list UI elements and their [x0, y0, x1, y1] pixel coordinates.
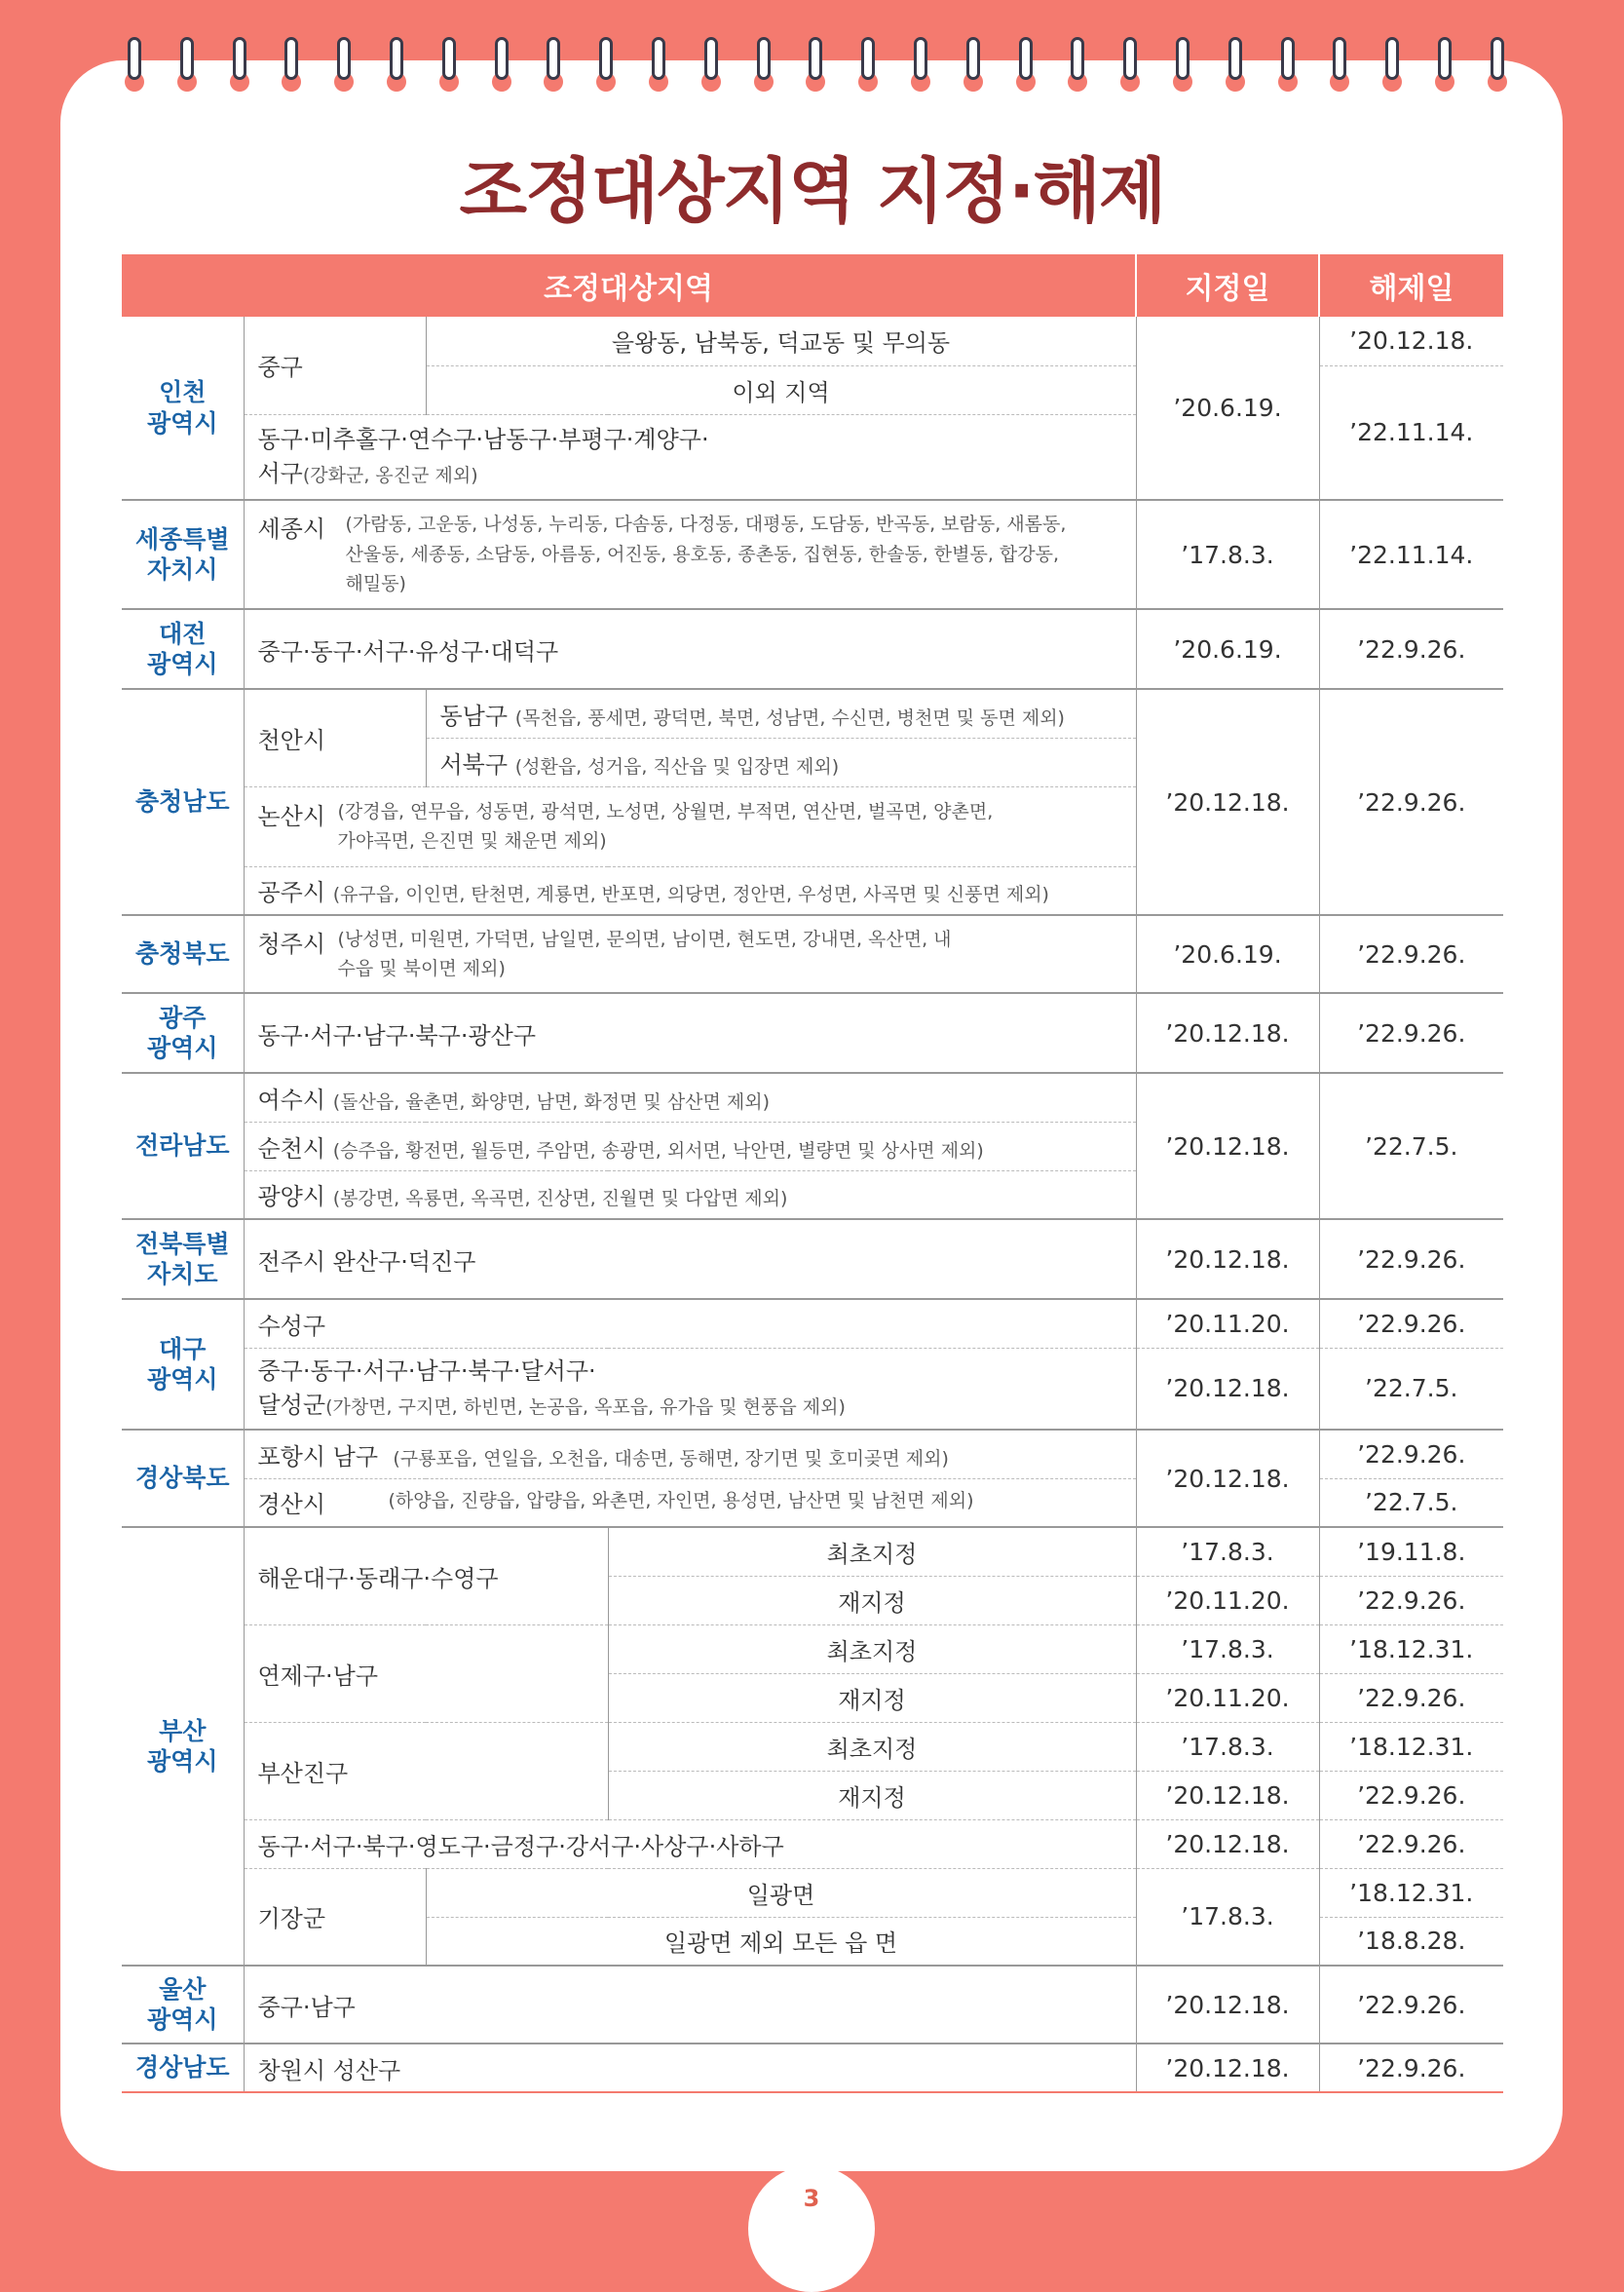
released-date: ’22.9.26. — [1319, 1219, 1503, 1299]
area-note: (강화군, 옹진군 제외) — [302, 464, 478, 486]
city-name: 청주시 — [257, 930, 326, 958]
region-name: 세종특별 자치시 — [122, 500, 244, 609]
table-row — [122, 609, 1503, 689]
designated-date: ’17.8.3. — [1136, 1527, 1319, 1576]
designation-type: 최초지정 — [608, 1722, 1136, 1771]
city-name: 순천시 — [257, 1134, 326, 1163]
binding-ring — [701, 37, 721, 92]
area-note: (승주읍, 황전면, 월등면, 주암면, 송광면, 외서면, 낙안면, 별량면 및 상사면 제외) — [332, 1139, 984, 1162]
binding-ring — [649, 37, 668, 92]
area-detail: 일광면 — [426, 1868, 1136, 1917]
area-detail: 일광면 제외 모든 읍 면 — [426, 1917, 1136, 1966]
region-name: 인천 광역시 — [147, 378, 218, 438]
released-date: ’22.9.26. — [1319, 1576, 1503, 1624]
region-name: 경상남도 — [122, 2044, 244, 2092]
binding-ring — [911, 37, 930, 92]
region-name: 충청남도 — [122, 689, 244, 915]
region-name: 경상북도 — [122, 1430, 244, 1527]
area-note: (하양읍, 진량읍, 압량읍, 와촌면, 자인면, 용성면, 남산면 및 남천면 제외) — [388, 1490, 974, 1512]
released-date: ’19.11.8. — [1319, 1527, 1503, 1576]
district-name: 동남구 — [439, 702, 509, 730]
area-detail: 창원시 성산구 — [244, 2044, 1136, 2092]
binding-ring — [439, 37, 459, 92]
region-name: 전라남도 — [122, 1073, 244, 1219]
table-row — [122, 1430, 1503, 1478]
binding-ring — [1382, 37, 1402, 92]
binding-ring — [1173, 37, 1192, 92]
released-date: ’20.12.18. — [1319, 317, 1503, 365]
released-date: ’18.12.31. — [1319, 1722, 1503, 1771]
released-date: ’18.8.28. — [1319, 1917, 1503, 1966]
area-detail: 수성구 — [244, 1299, 1136, 1348]
area-note: (낭성면, 미원면, 가덕면, 남일면, 문의면, 남이면, 현도면, 강내면, 옥산면, 내수읍 및 북이면 제외) — [337, 928, 952, 979]
district-name: 부산진구 — [244, 1722, 608, 1819]
area-note: (가람동, 고운동, 나성동, 누리동, 다솜동, 다정동, 대평동, 도담동, 반곡동, 보람동, 새롬동, 산울동, 세종동, 소담동, 아름동, 어진동, 용호동, 종촌동, 집현동, 한솔동, 한별동, 합강동, 해밀동) — [345, 514, 1067, 595]
area-detail — [244, 1122, 1136, 1170]
released-date: ’22.7.5. — [1319, 1073, 1503, 1219]
area-detail — [426, 738, 1136, 786]
table-header-row — [122, 254, 1503, 317]
city-name: 경산시 — [257, 1491, 326, 1519]
designated-date: ’17.8.3. — [1136, 1868, 1319, 1966]
released-date: ’18.12.31. — [1319, 1624, 1503, 1673]
binding-ring — [858, 37, 878, 92]
area-note: (가창면, 구지면, 하빈면, 논공읍, 옥포읍, 유가읍 및 현풍읍 제외) — [325, 1395, 846, 1418]
designated-date: ’20.12.18. — [1136, 1348, 1319, 1430]
city-name: 광양시 — [257, 1183, 326, 1211]
released-date: ’22.9.26. — [1319, 1966, 1503, 2044]
city-name: 세종시 — [257, 516, 326, 544]
binding-ring — [492, 37, 511, 92]
designation-type: 최초지정 — [608, 1527, 1136, 1576]
designated-date: ’20.6.19. — [1136, 609, 1319, 689]
released-date: ’22.9.26. — [1319, 993, 1503, 1073]
binding-ring — [230, 37, 249, 92]
designated-date: ’20.11.20. — [1136, 1576, 1319, 1624]
binding-ring — [334, 37, 354, 92]
table-row — [122, 1348, 1503, 1430]
area-line — [258, 1389, 1122, 1423]
city-name: 천안시 — [244, 689, 426, 786]
designated-date: ’20.12.18. — [1136, 1073, 1319, 1219]
district-name: 연제구·남구 — [244, 1624, 608, 1722]
released-date: ’22.9.26. — [1319, 1430, 1503, 1478]
table-row — [122, 689, 1503, 738]
area-main: 달성군 — [257, 1391, 326, 1419]
designated-date: ’20.12.18. — [1136, 1819, 1319, 1868]
binding-ring — [387, 37, 406, 92]
region-name: 부산 광역시 — [122, 1527, 244, 1966]
city-name: 공주시 — [257, 879, 326, 907]
binding-ring — [806, 37, 825, 92]
binding-ring — [1278, 37, 1298, 92]
designation-type: 재지정 — [608, 1771, 1136, 1819]
regulated-area-table — [122, 254, 1503, 2093]
area-detail: 동구·서구·남구·북구·광산구 — [244, 993, 1136, 1073]
designated-date: ’20.12.18. — [1136, 1966, 1319, 2044]
released-date: ’22.11.14. — [1319, 365, 1503, 500]
binding-ring — [1488, 37, 1507, 92]
area-note: (강경읍, 연무읍, 성동면, 광석면, 노성면, 상월면, 부적면, 연산면, 벌곡면, 양촌면, 가야곡면, 은진면 및 채운면 제외) — [337, 800, 994, 852]
designated-date: ’20.6.19. — [1136, 317, 1319, 500]
area-line: 동구·미추홀구·연수구·남동구·부평구·계양구· — [257, 425, 709, 453]
region-name: 광주 광역시 — [122, 993, 244, 1073]
table-row — [122, 500, 1503, 609]
area-note: (성환읍, 성거읍, 직산읍 및 입장면 제외) — [514, 755, 840, 778]
area-detail — [244, 1170, 1136, 1219]
area-detail — [244, 500, 1136, 609]
table-row — [122, 1868, 1503, 1917]
area-note: (구룡포읍, 연일읍, 오천읍, 대송면, 동해면, 장기면 및 호미곶면 제외) — [393, 1447, 949, 1470]
area-detail: 전주시 완산구·덕진구 — [244, 1219, 1136, 1299]
binding-ring — [1330, 37, 1349, 92]
designation-type: 재지정 — [608, 1673, 1136, 1722]
table-row — [122, 1073, 1503, 1122]
area-main: 서구 — [257, 459, 303, 487]
released-date: ’22.7.5. — [1319, 1348, 1503, 1430]
table-row — [122, 993, 1503, 1073]
table-row — [122, 1624, 1503, 1673]
released-date: ’22.9.26. — [1319, 1771, 1503, 1819]
binding-ring — [1016, 37, 1036, 92]
designation-type: 최초지정 — [608, 1624, 1136, 1673]
city-name: 논산시 — [257, 802, 326, 830]
district-name: 해운대구·동래구·수영구 — [244, 1527, 608, 1624]
area-detail — [244, 1073, 1136, 1122]
binding-ring — [544, 37, 563, 92]
table-row — [122, 1299, 1503, 1348]
released-date: ’18.12.31. — [1319, 1868, 1503, 1917]
table-row — [122, 1219, 1503, 1299]
binding-ring — [1068, 37, 1087, 92]
page-title: 조정대상지역 지정·해제 — [459, 150, 1165, 232]
binding-ring — [754, 37, 774, 92]
designated-date: ’20.12.18. — [1136, 2044, 1319, 2092]
area-note: (봉강면, 옥룡면, 옥곡면, 진상면, 진월면 및 다압면 제외) — [332, 1188, 788, 1210]
binding-ring — [963, 37, 983, 92]
area-detail: 중구·동구·서구·유성구·대덕구 — [244, 609, 1136, 689]
released-date: ’22.9.26. — [1319, 689, 1503, 915]
designated-date: ’20.12.18. — [1136, 1430, 1319, 1527]
district-name: 중구 — [244, 317, 426, 414]
released-date: ’22.9.26. — [1319, 1299, 1503, 1348]
binding-ring — [1226, 37, 1245, 92]
area-detail — [426, 689, 1136, 738]
designated-date: ’20.12.18. — [1136, 1219, 1319, 1299]
header-released: 해제일 — [1319, 254, 1503, 317]
released-date: ’22.9.26. — [1319, 2044, 1503, 2092]
city-name: 포항시 남구 — [257, 1442, 379, 1471]
binding-ring — [125, 37, 144, 92]
area-detail: 이외 지역 — [426, 365, 1136, 414]
designated-date: ’20.11.20. — [1136, 1299, 1319, 1348]
table-row — [122, 1527, 1503, 1576]
region-name: 전북특별 자치도 — [122, 1219, 244, 1299]
header-region: 조정대상지역 — [122, 254, 1136, 317]
district-name: 기장군 — [244, 1868, 426, 1966]
designation-type: 재지정 — [608, 1576, 1136, 1624]
area-detail — [244, 786, 1136, 866]
area-detail — [244, 414, 1136, 500]
region-name: 충청북도 — [122, 915, 244, 993]
area-note: (돌산읍, 율촌면, 화양면, 남면, 화정면 및 삼산면 제외) — [332, 1090, 771, 1113]
designated-date: ’20.6.19. — [1136, 915, 1319, 993]
binding-ring — [282, 37, 301, 92]
designated-date: ’17.8.3. — [1136, 1722, 1319, 1771]
table-row — [122, 1722, 1503, 1771]
area-note: (목천읍, 풍세면, 광덕면, 북면, 성남면, 수신면, 병천면 및 동면 제외) — [514, 707, 1065, 729]
spiral-binding — [0, 37, 1624, 96]
designated-date: ’20.12.18. — [1136, 993, 1319, 1073]
table-row — [122, 1966, 1503, 2044]
released-date: ’22.9.26. — [1319, 1819, 1503, 1868]
region-name: 대구 광역시 — [122, 1299, 244, 1430]
binding-ring — [1435, 37, 1454, 92]
designated-date: ’20.11.20. — [1136, 1673, 1319, 1722]
area-detail — [244, 866, 1136, 915]
area-line — [258, 457, 1122, 491]
table-row — [122, 1819, 1503, 1868]
district-name: 서북구 — [439, 750, 509, 779]
area-detail: 동구·서구·북구·영도구·금정구·강서구·사상구·사하구 — [244, 1819, 1136, 1868]
designated-date: ’17.8.3. — [1136, 500, 1319, 609]
area-detail: 중구·남구 — [244, 1966, 1136, 2044]
designated-date: ’20.12.18. — [1136, 689, 1319, 915]
binding-ring — [177, 37, 197, 92]
released-date: ’22.7.5. — [1319, 1478, 1503, 1527]
designated-date: ’17.8.3. — [1136, 1624, 1319, 1673]
table-row — [122, 317, 1503, 365]
region-name: 울산 광역시 — [122, 1966, 244, 2044]
area-note: (유구읍, 이인면, 탄천면, 계룡면, 반포면, 의당면, 정안면, 우성면, 사곡면 및 신풍면 제외) — [332, 884, 1049, 906]
released-date: ’22.9.26. — [1319, 609, 1503, 689]
designated-date: ’20.12.18. — [1136, 1771, 1319, 1819]
binding-ring — [1120, 37, 1140, 92]
area-detail: 을왕동, 남북동, 덕교동 및 무의동 — [426, 317, 1136, 365]
region-name: 대전 광역시 — [122, 609, 244, 689]
header-designated: 지정일 — [1136, 254, 1319, 317]
released-date: ’22.11.14. — [1319, 500, 1503, 609]
area-line: 중구·동구·서구·남구·북구·달서구· — [257, 1356, 596, 1385]
area-detail — [244, 1348, 1136, 1430]
area-detail — [244, 1478, 1136, 1527]
area-detail — [244, 915, 1136, 993]
released-date: ’22.9.26. — [1319, 915, 1503, 993]
table-row — [122, 2044, 1503, 2092]
area-detail — [244, 1430, 1136, 1478]
table-row — [122, 915, 1503, 993]
city-name: 여수시 — [257, 1086, 326, 1114]
binding-ring — [596, 37, 616, 92]
released-date: ’22.9.26. — [1319, 1673, 1503, 1722]
page-number: 3 — [748, 2165, 875, 2292]
